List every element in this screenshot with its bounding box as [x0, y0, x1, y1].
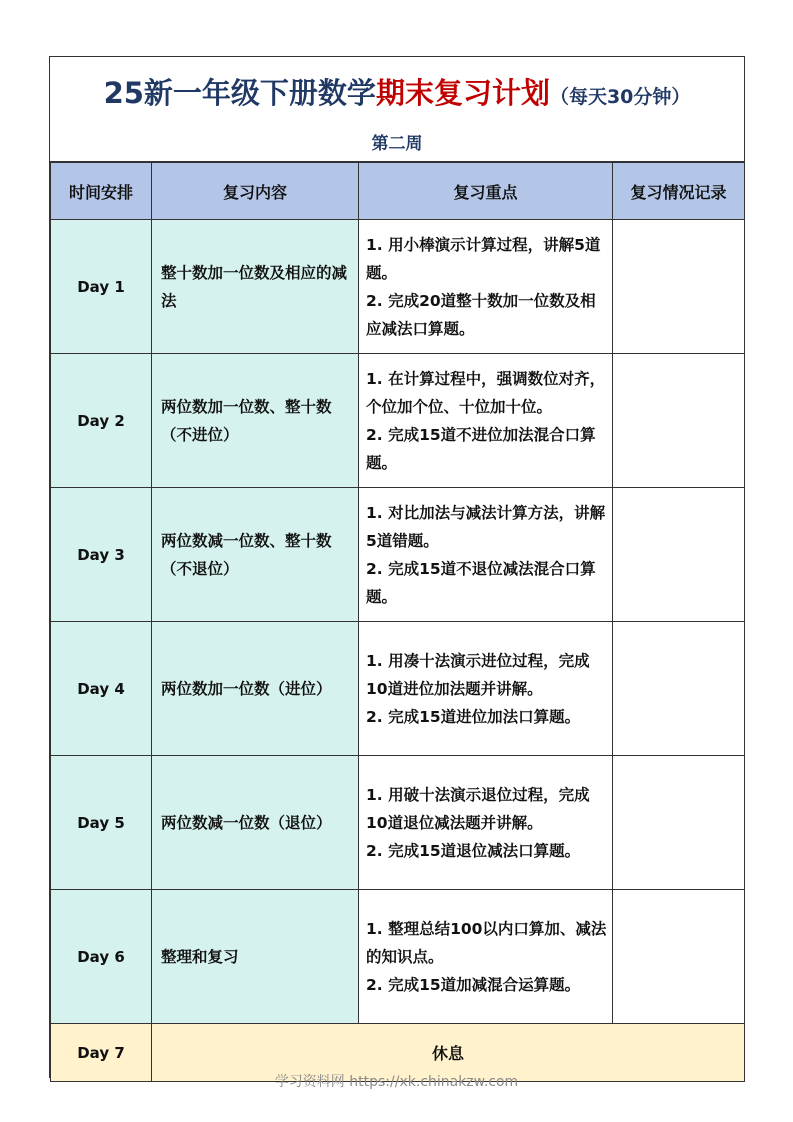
focus-item: 1. 对比加法与减法计算方法，讲解5道错题。	[366, 503, 606, 550]
day-cell: Day 3	[51, 488, 152, 622]
day-cell: Day 4	[51, 622, 152, 756]
plan-table	[50, 162, 745, 1082]
focus-item: 1. 在计算过程中，强调数位对齐，个位加个位、十位加十位。	[366, 369, 606, 416]
plan-sheet	[49, 56, 745, 1078]
content-cell: 两位数减一位数、整十数（不退位）	[152, 488, 359, 622]
focus-cell	[359, 622, 613, 756]
table-row	[51, 488, 745, 622]
week-label: 第二周	[371, 134, 423, 154]
focus-cell	[359, 354, 613, 488]
header-focus: 复习重点	[359, 163, 613, 220]
table-row	[51, 890, 745, 1024]
rest-cell: 休息	[152, 1024, 745, 1082]
page-title	[50, 71, 744, 112]
content-cell: 整理和复习	[152, 890, 359, 1024]
day-cell: Day 7	[51, 1024, 152, 1082]
header-content: 复习内容	[152, 163, 359, 220]
record-cell[interactable]	[613, 354, 745, 488]
title-part-plan: 期末复习计划	[375, 76, 550, 110]
focus-cell	[359, 488, 613, 622]
title-part-duration: （每天30分钟）	[549, 86, 691, 108]
record-cell[interactable]	[613, 622, 745, 756]
watermark-footer: 学习资料网 https://xk.chinakzw.com	[274, 1074, 519, 1090]
title-part-grade: 25新一年级下册数学	[103, 76, 376, 110]
focus-item: 1. 用凑十法演示进位过程，完成10道进位加法题并讲解。	[366, 651, 590, 698]
content-cell: 两位数加一位数（进位）	[152, 622, 359, 756]
focus-item: 1. 整理总结100以内口算加、减法的知识点。	[366, 919, 607, 966]
record-cell[interactable]	[613, 890, 745, 1024]
day-cell: Day 5	[51, 756, 152, 890]
record-cell[interactable]	[613, 756, 745, 890]
day-cell: Day 2	[51, 354, 152, 488]
table-row	[51, 220, 745, 354]
focus-cell	[359, 220, 613, 354]
table-row	[51, 756, 745, 890]
focus-item: 2. 完成15道不退位减法混合口算题。	[366, 559, 596, 606]
table-row	[51, 622, 745, 756]
focus-item: 2. 完成15道进位加法口算题。	[366, 707, 581, 726]
focus-item: 2. 完成15道不进位加法混合口算题。	[366, 425, 596, 472]
content-cell: 两位数加一位数、整十数（不进位）	[152, 354, 359, 488]
focus-cell	[359, 756, 613, 890]
day-cell: Day 1	[51, 220, 152, 354]
table-row	[51, 354, 745, 488]
header-record: 复习情况记录	[613, 163, 745, 220]
header-time: 时间安排	[51, 163, 152, 220]
content-cell: 整十数加一位数及相应的减法	[152, 220, 359, 354]
focus-item: 1. 用破十法演示退位过程，完成10道退位减法题并讲解。	[366, 785, 590, 832]
content-cell: 两位数减一位数（退位）	[152, 756, 359, 890]
day-cell: Day 6	[51, 890, 152, 1024]
record-cell[interactable]	[613, 488, 745, 622]
record-cell[interactable]	[613, 220, 745, 354]
focus-item: 2. 完成15道退位减法口算题。	[366, 841, 581, 860]
focus-item: 1. 用小棒演示计算过程，讲解5道题。	[366, 235, 601, 282]
focus-item: 2. 完成15道加减混合运算题。	[366, 975, 581, 994]
focus-cell	[359, 890, 613, 1024]
title-row	[50, 57, 744, 162]
focus-item: 2. 完成20道整十数加一位数及相应减法口算题。	[366, 291, 596, 338]
table-header-row	[51, 163, 745, 220]
